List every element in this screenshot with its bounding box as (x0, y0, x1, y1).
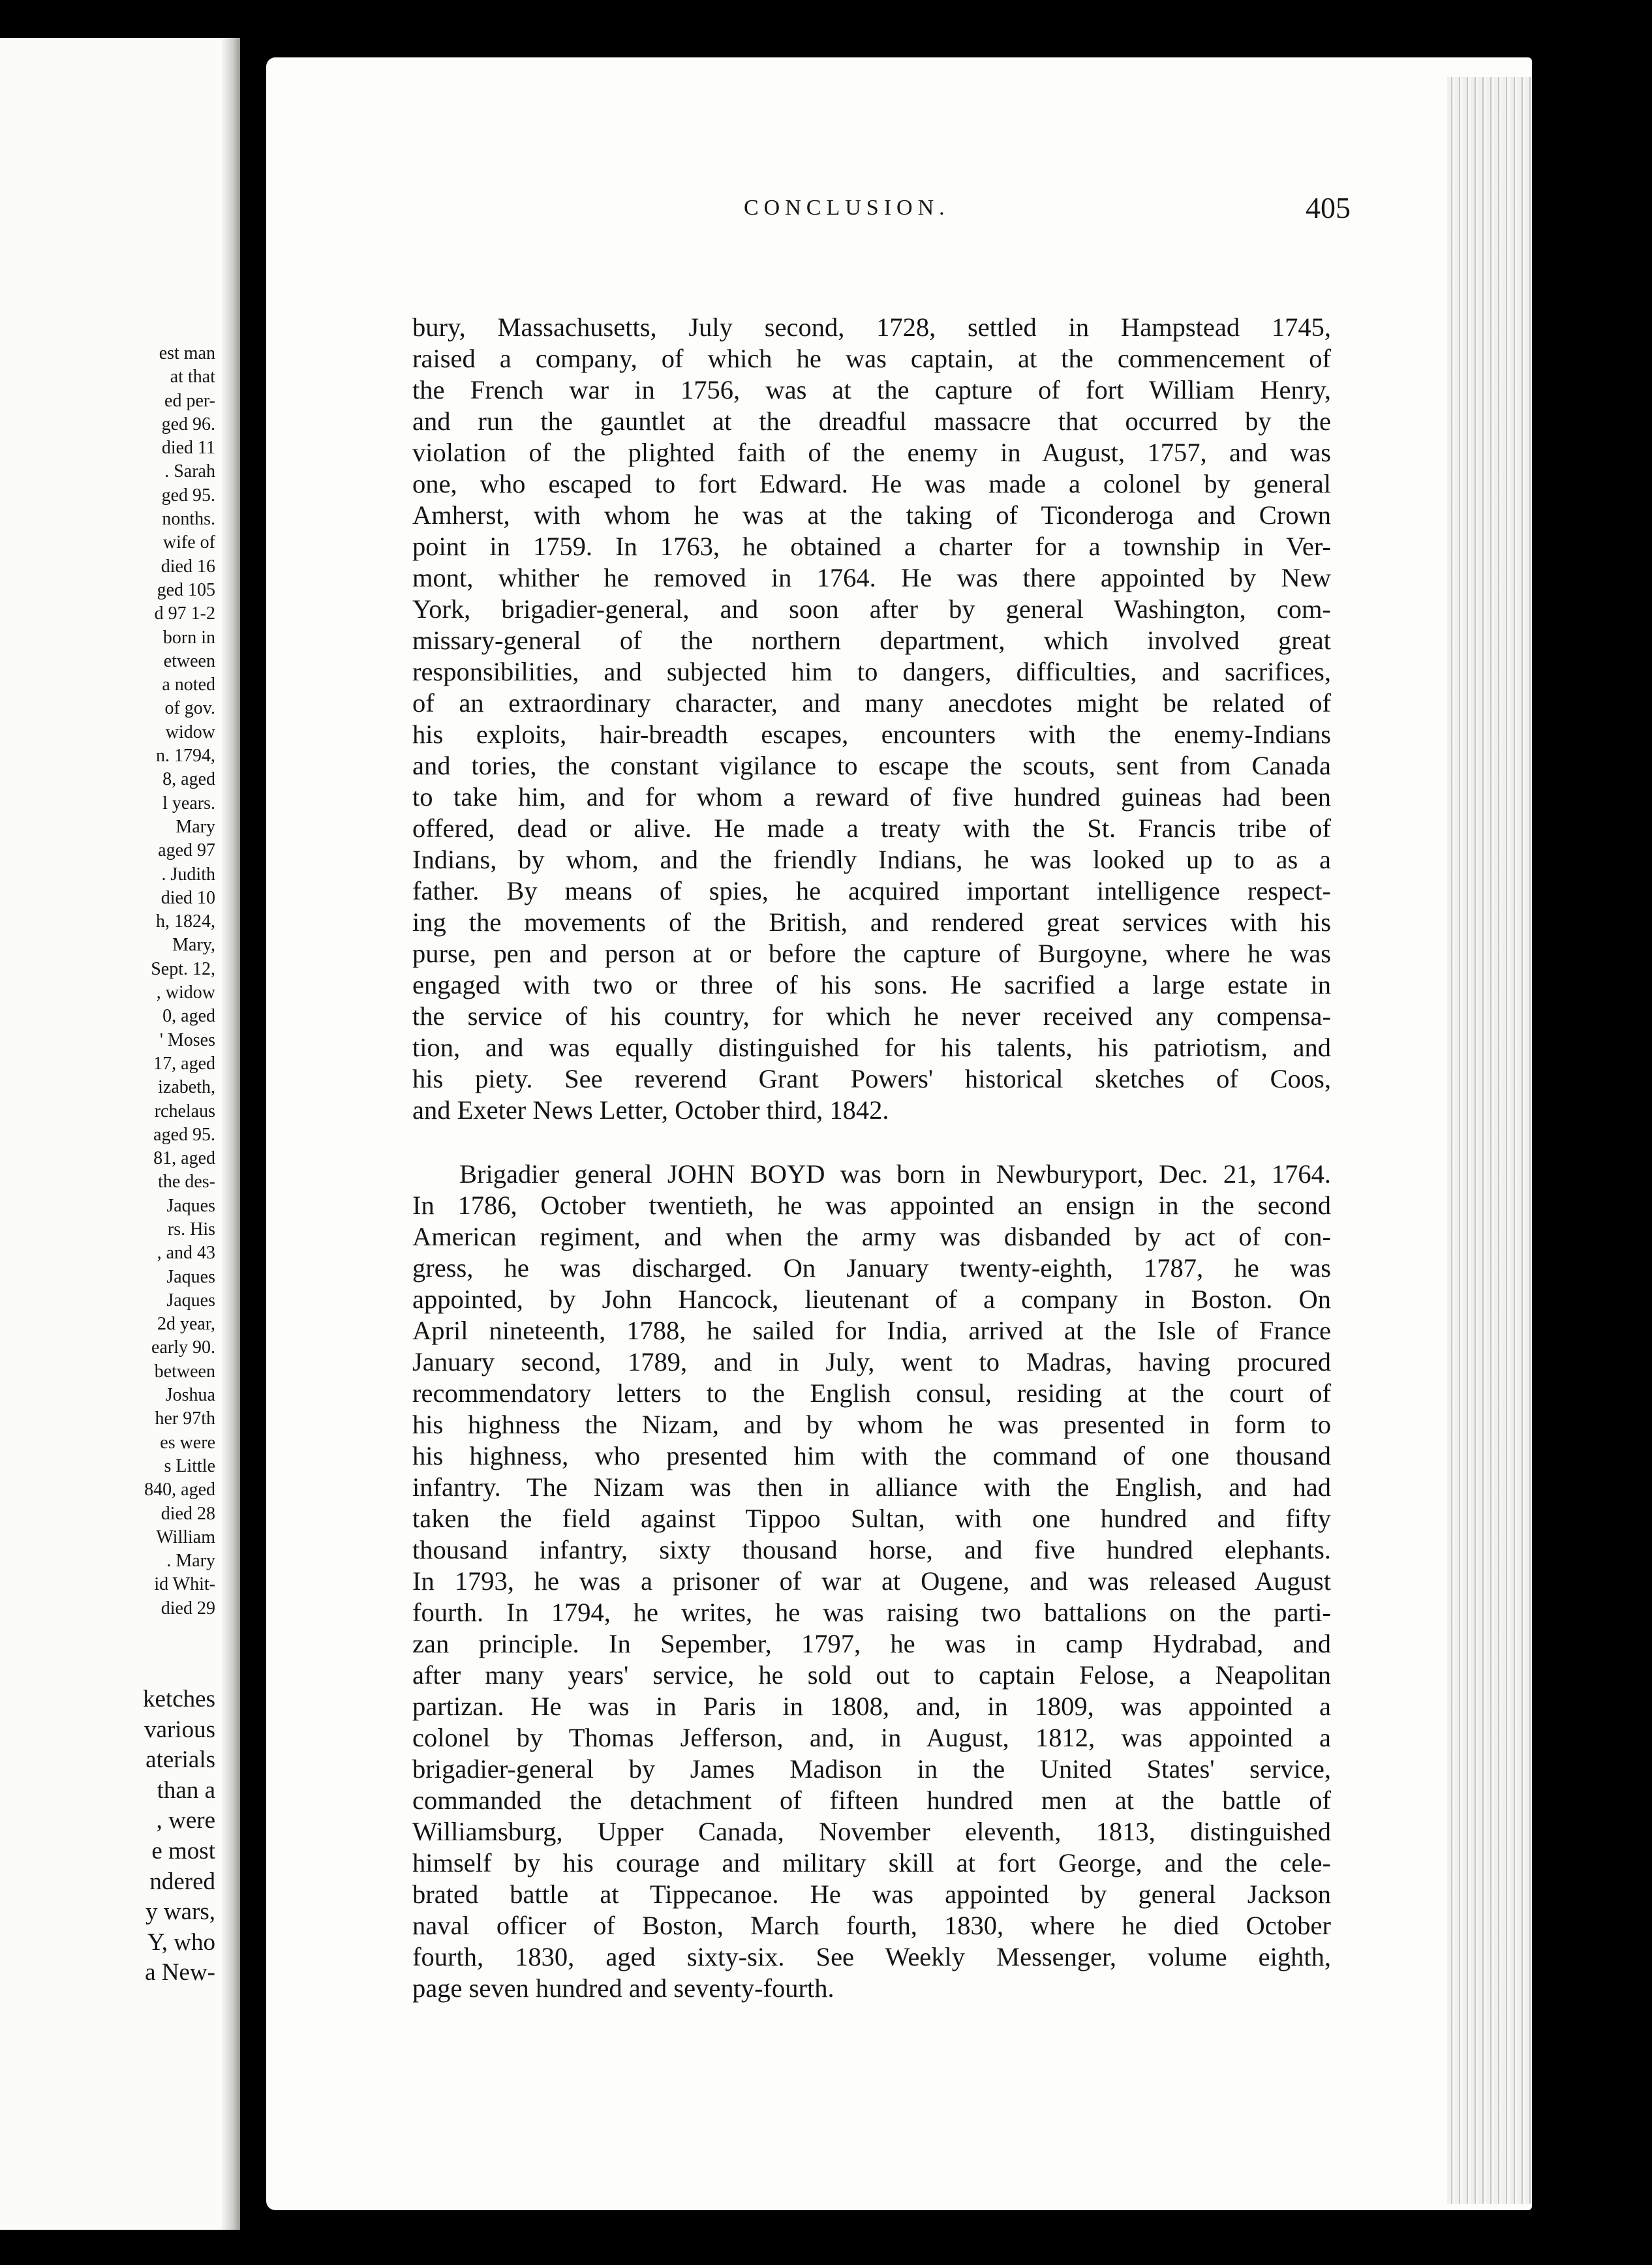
fragment-line: a New- (145, 1959, 215, 1986)
paragraph (412, 1159, 1331, 2004)
fragment-line: aged 97 (158, 840, 215, 861)
text-line: infantry. The Nizam was then in alliance with the English, and had (412, 1472, 1331, 1502)
previous-page-text-lower (143, 1684, 215, 1988)
fragment-line: ' Moses (159, 1029, 215, 1050)
text-line: brated battle at Tippecanoe. He was appointed by general Jackson (412, 1879, 1331, 1909)
text-line: his piety. See reverend Grant Powers' historical sketches of Coos, (412, 1064, 1331, 1093)
fragment-line: e most (151, 1837, 215, 1864)
text-line: of an extraordinary character, and many anecdotes might be related of (412, 688, 1331, 718)
fragment-line: rchelaus (154, 1101, 215, 1121)
fragment-line: rs. His (167, 1219, 215, 1239)
text-line: fourth. In 1794, he writes, he was raising two battalions on the parti- (412, 1598, 1331, 1627)
fragment-line: izabeth, (158, 1077, 215, 1098)
text-line: one, who escaped to fort Edward. He was made a colonel by general (412, 469, 1331, 498)
fragment-line: 2d year, (157, 1314, 215, 1335)
fragment-line: l years. (162, 793, 215, 813)
fragment-line: died 28 (161, 1503, 215, 1524)
text-line: offered, dead or alive. He made a treaty with the St. Francis tribe of (412, 813, 1331, 843)
text-line: taken the field against Tippoo Sultan, with one hundred and fifty (412, 1504, 1331, 1533)
fragment-line: etween (163, 650, 215, 671)
text-line: after many years' service, he sold out to captain Felose, a Neapolitan (412, 1660, 1331, 1690)
text-line: and run the gauntlet at the dreadful massacre that occurred by the (412, 406, 1331, 436)
text-line: point in 1759. In 1763, he obtained a charter for a township in Ver- (412, 532, 1331, 561)
text-line: mont, whither he removed in 1764. He was there appointed by New (412, 563, 1331, 592)
running-head: CONCLUSION. (744, 196, 950, 220)
page-gutter (222, 38, 240, 2230)
text-line: In 1793, he was a prisoner of war at Ougene, and was released August (412, 1566, 1331, 1596)
fragment-line: , and 43 (157, 1243, 215, 1264)
fragment-line: aterials (145, 1746, 215, 1774)
text-line: Williamsburg, Upper Canada, November eleventh, 1813, distinguished (412, 1817, 1331, 1846)
fragment-line: y wars, (145, 1898, 215, 1926)
body-text (412, 312, 1331, 2004)
fragment-line: s Little (164, 1455, 215, 1476)
fragment-line: Jaques (166, 1290, 215, 1311)
text-line: and Exeter News Letter, October third, 1842. (412, 1095, 889, 1125)
text-line: Brigadier general JOHN BOYD was born in Newburyport, Dec. 21, 1764. (459, 1159, 1331, 1189)
text-line: colonel by Thomas Jefferson, and, in August, 1812, was appointed a (412, 1723, 1331, 1752)
fragment-line: . Judith (161, 864, 215, 885)
fragment-line: 17, aged (153, 1053, 215, 1074)
text-line: missary-general of the northern department, which involved great (412, 626, 1331, 655)
paragraph (412, 312, 1331, 1126)
text-line: April nineteenth, 1788, he sailed for India, arrived at the Isle of France (412, 1316, 1331, 1345)
text-line: purse, pen and person at or before the capture of Burgoyne, where he was (412, 939, 1331, 968)
fragment-line: . Mary (166, 1551, 215, 1572)
fragment-line: ndered (149, 1868, 215, 1895)
fragment-line: est man (159, 343, 215, 363)
fragment-line: Jaques (166, 1195, 215, 1216)
fragment-line: aged 95. (153, 1124, 215, 1145)
text-line: recommendatory letters to the English consul, residing at the court of (412, 1378, 1331, 1408)
fragment-line: Y, who (147, 1928, 215, 1956)
text-line: zan principle. In Sepember, 1797, he was in camp Hydrabad, and (412, 1629, 1331, 1658)
text-line: fourth, 1830, aged sixty-six. See Weekly Messenger, volume eighth, (412, 1942, 1331, 1971)
text-line: ing the movements of the British, and rendered great services with his (412, 907, 1331, 937)
text-line: violation of the plighted faith of the enemy in August, 1757, and was (412, 438, 1331, 467)
previous-page-text-upper (144, 342, 215, 1620)
fragment-line: nonths. (162, 509, 215, 530)
fragment-line: born in (162, 627, 215, 648)
fragment-line: the des- (158, 1172, 215, 1193)
fragment-line: than a (157, 1776, 215, 1804)
text-line: appointed, by John Hancock, lieutenant of a company in Boston. On (412, 1285, 1331, 1314)
fragment-line: William (156, 1527, 215, 1547)
paragraph-gap (412, 1126, 1331, 1159)
fragment-line: id Whit- (154, 1574, 215, 1595)
text-line: partizan. He was in Paris in 1808, and, in 1809, was appointed a (412, 1692, 1331, 1721)
fragment-line: ketches (143, 1686, 215, 1712)
text-line: responsibilities, and subjected him to dangers, difficulties, and sacrifices, (412, 657, 1331, 686)
fragment-line: 8, aged (162, 769, 215, 790)
fragment-line: of gov. (164, 698, 215, 719)
text-line: father. By means of spies, he acquired important intelligence respect- (412, 876, 1331, 905)
fragment-line: , widow (156, 982, 215, 1003)
fragment-line: died 29 (161, 1598, 215, 1619)
text-line: January second, 1789, and in July, went to Madras, having procured (412, 1347, 1331, 1376)
fragment-line: a noted (162, 675, 215, 695)
fragment-line: at that (170, 367, 215, 388)
text-line: tion, and was equally distinguished for his talents, his patriotism, and (412, 1033, 1331, 1062)
fragment-line: d 97 1-2 (154, 603, 215, 624)
text-line: the French war in 1756, was at the capture of fort William Henry, (412, 375, 1331, 404)
text-line: and tories, the constant vigilance to escape the scouts, sent from Canada (412, 751, 1331, 780)
text-line: his highness the Nizam, and by whom he was presented in form to (412, 1410, 1331, 1439)
previous-page-sliver (0, 38, 240, 2230)
fragment-line: h, 1824, (156, 911, 215, 932)
text-line: raised a company, of which he was captain, at the commencement of (412, 344, 1331, 373)
fragment-line: ed per- (164, 390, 215, 411)
text-line: page seven hundred and seventy-fourth. (412, 1973, 834, 2003)
fragment-line: her 97th (155, 1408, 215, 1429)
fragment-line: 840, aged (144, 1480, 215, 1500)
fragment-line: Jaques (166, 1266, 215, 1287)
page-edges (1447, 77, 1532, 2204)
text-line: American regiment, and when the army was disbanded by act of con- (412, 1222, 1331, 1251)
text-line: his exploits, hair-breadth escapes, encounters with the enemy-Indians (412, 720, 1331, 749)
fragment-line: widow (165, 722, 215, 742)
text-line: bury, Massachusetts, July second, 1728, settled in Hampstead 1745, (412, 312, 1331, 342)
fragment-line: died 11 (161, 438, 215, 459)
page-header (744, 190, 1364, 230)
text-line: engaged with two or three of his sons. He sacrified a large estate in (412, 970, 1331, 999)
text-line: York, brigadier-general, and soon after by general Washington, com- (412, 594, 1331, 624)
fragment-line: 81, aged (153, 1148, 215, 1169)
fragment-line: 0, aged (162, 1006, 215, 1027)
text-line: brigadier-general by James Madison in the United States' service, (412, 1754, 1331, 1784)
fragment-line: Joshua (165, 1385, 215, 1406)
text-line: naval officer of Boston, March fourth, 1830, where he died October (412, 1911, 1331, 1940)
fragment-line: between (154, 1361, 215, 1382)
fragment-line: . Sarah (164, 461, 215, 482)
page-number: 405 (1306, 191, 1351, 224)
text-line: gress, he was discharged. On January twenty-eighth, 1787, he was (412, 1253, 1331, 1283)
text-line: himself by his courage and military skill at fort George, and the cele- (412, 1848, 1331, 1877)
fragment-line: Sept. 12, (151, 958, 215, 979)
text-line: Indians, by whom, and the friendly Indians, he was looked up to as a (412, 845, 1331, 874)
fragment-line: wife of (162, 532, 215, 553)
fragment-line: Mary (176, 816, 215, 837)
text-line: the service of his country, for which he never received any compensa- (412, 1001, 1331, 1031)
fragment-line: Mary, (172, 935, 215, 956)
text-line: his highness, who presented him with the command of one thousand (412, 1441, 1331, 1470)
text-line: Amherst, with whom he was at the taking of Ticonderoga and Crown (412, 500, 1331, 530)
fragment-line: ged 95. (161, 485, 215, 506)
fragment-line: , were (156, 1807, 215, 1834)
fragment-line: various (144, 1716, 215, 1743)
fragment-line: ged 96. (161, 414, 215, 434)
fragment-line: died 16 (161, 556, 215, 577)
fragment-line: ged 105 (157, 579, 215, 600)
text-line: to take him, and for whom a reward of five hundred guineas had been (412, 782, 1331, 812)
text-line: In 1786, October twentieth, he was appointed an ensign in the second (412, 1191, 1331, 1220)
fragment-line: early 90. (151, 1337, 215, 1358)
text-line: commanded the detachment of fifteen hundred men at the battle of (412, 1786, 1331, 1815)
fragment-line: died 10 (161, 887, 215, 908)
text-line: thousand infantry, sixty thousand horse, and five hundred elephants. (412, 1535, 1331, 1564)
fragment-line: n. 1794, (156, 746, 215, 767)
fragment-line: es were (160, 1432, 215, 1453)
